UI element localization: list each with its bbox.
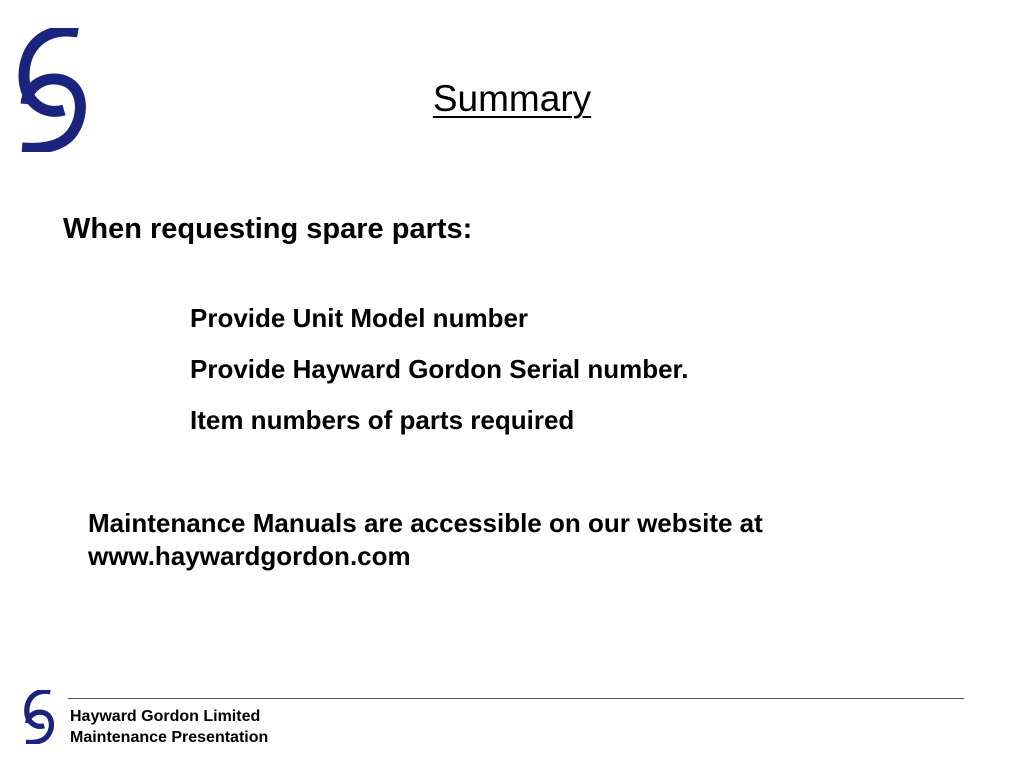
footer-divider xyxy=(68,698,964,699)
footer-text xyxy=(70,706,268,748)
list-item: Provide Unit Model number xyxy=(190,303,529,333)
website-link[interactable]: www.haywardgordon.com xyxy=(88,541,411,571)
list-item: Item numbers of parts required xyxy=(190,405,575,435)
slide-title: Summary xyxy=(432,78,592,119)
section-heading: When requesting spare parts: xyxy=(63,213,473,245)
manuals-note-text: Maintenance Manuals are accessible on our website at xyxy=(88,508,763,538)
footer-subtitle: Maintenance Presentation xyxy=(70,729,269,746)
footer-company: Hayward Gordon Limited xyxy=(70,708,261,725)
requirements-list xyxy=(190,302,688,455)
manuals-note xyxy=(88,507,908,573)
hg-logo-small-icon xyxy=(24,690,54,744)
list-item: Provide Hayward Gordon Serial number. xyxy=(190,354,689,384)
